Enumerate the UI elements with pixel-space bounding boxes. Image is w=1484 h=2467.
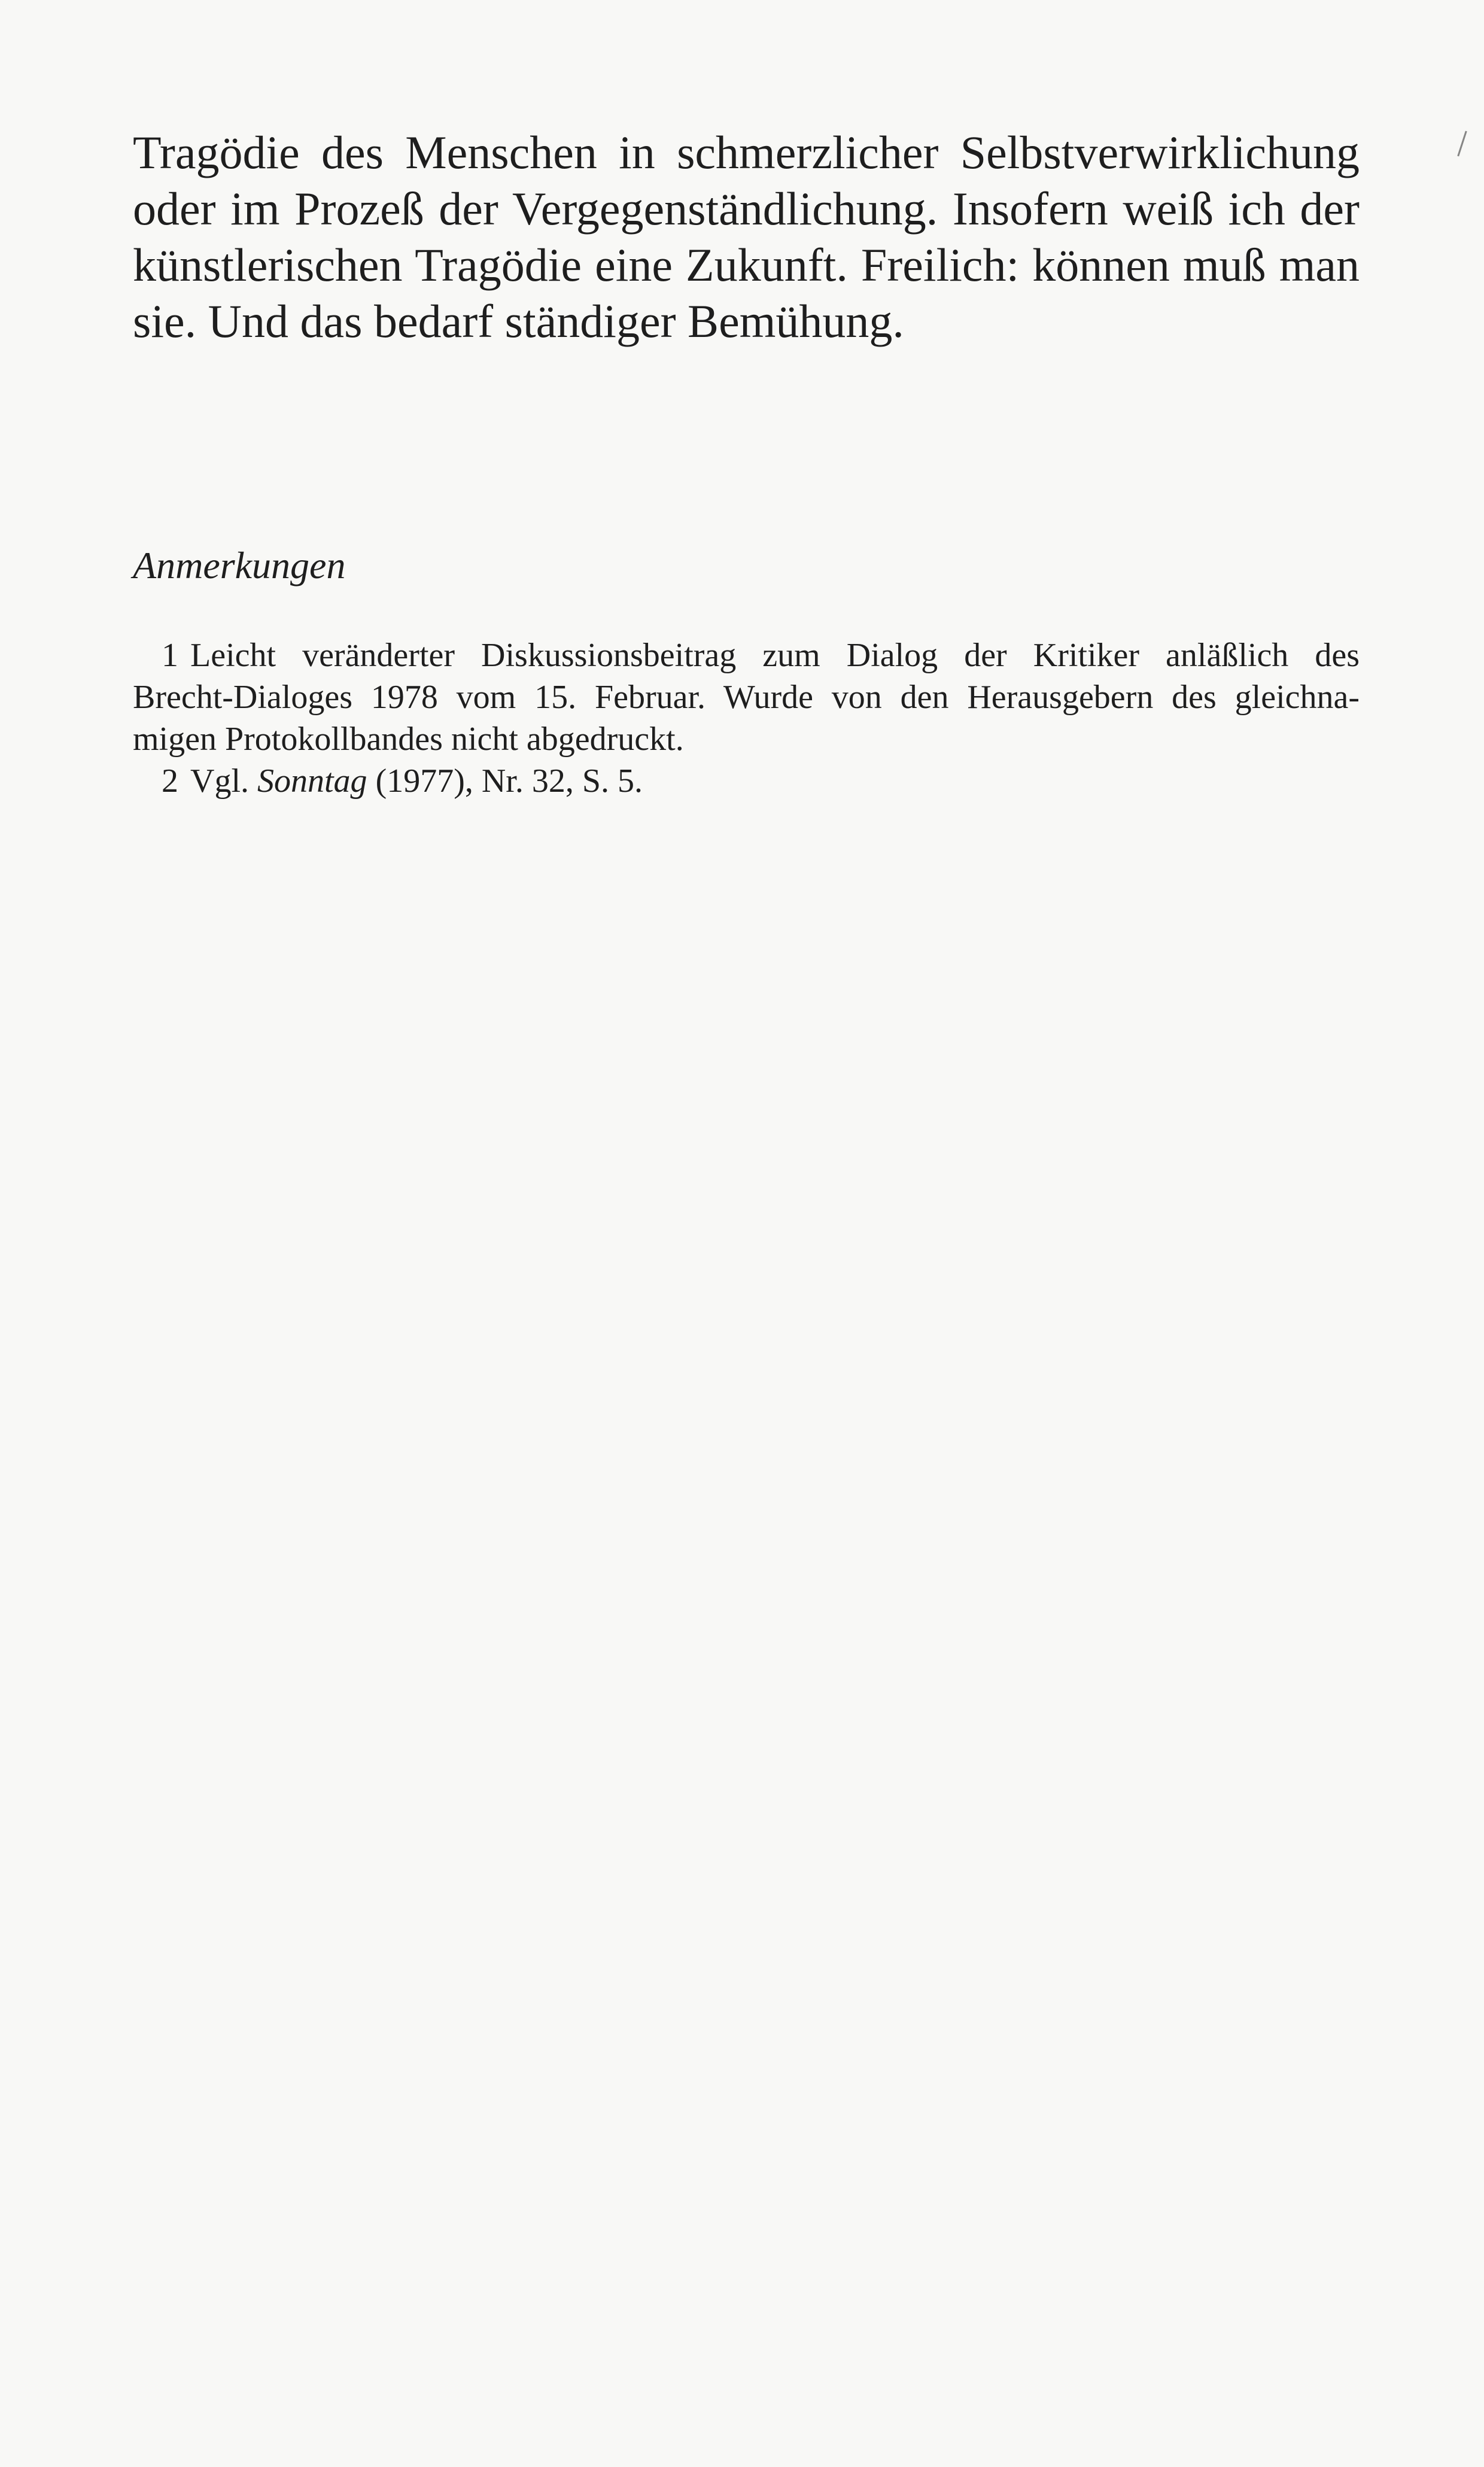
footnote-number: 1 <box>162 637 178 674</box>
notes-heading: Anmerkungen <box>133 544 346 587</box>
footnote-prefix: Vgl. <box>190 762 249 800</box>
footnotes <box>133 634 1360 802</box>
footnote-suffix: (1977), Nr. 32, S. 5. <box>375 762 643 800</box>
footnote-2-line <box>133 760 1360 802</box>
margin-pencil-mark <box>1457 131 1467 157</box>
footnote-1-line <box>133 634 1360 676</box>
body-paragraph <box>133 124 1360 350</box>
body-line: sie. Und das bedarf ständiger Bemühung. <box>133 295 904 347</box>
body-line: oder im Prozeß der Vergegenständlichung. Insofern weiß ich der <box>133 183 1360 235</box>
footnote-source-title: Sonntag <box>257 762 367 800</box>
body-line: Tragödie des Menschen in schmerzlicher Selbstverwirklichung <box>133 126 1360 178</box>
footnote-1-line: Brecht-Dialoges 1978 vom 15. Februar. Wurde von den Herausgebern des gleichna- <box>133 679 1360 716</box>
footnote-1-line: migen Protokollbandes nicht abgedruckt. <box>133 721 684 758</box>
footnote-text: Leicht veränderter Diskussionsbeitrag zum Dialog der Kritiker anläßlich des <box>190 637 1360 674</box>
footnote-number: 2 <box>162 762 178 800</box>
body-line: künstlerischen Tragödie eine Zukunft. Freilich: können muß man <box>133 239 1360 291</box>
